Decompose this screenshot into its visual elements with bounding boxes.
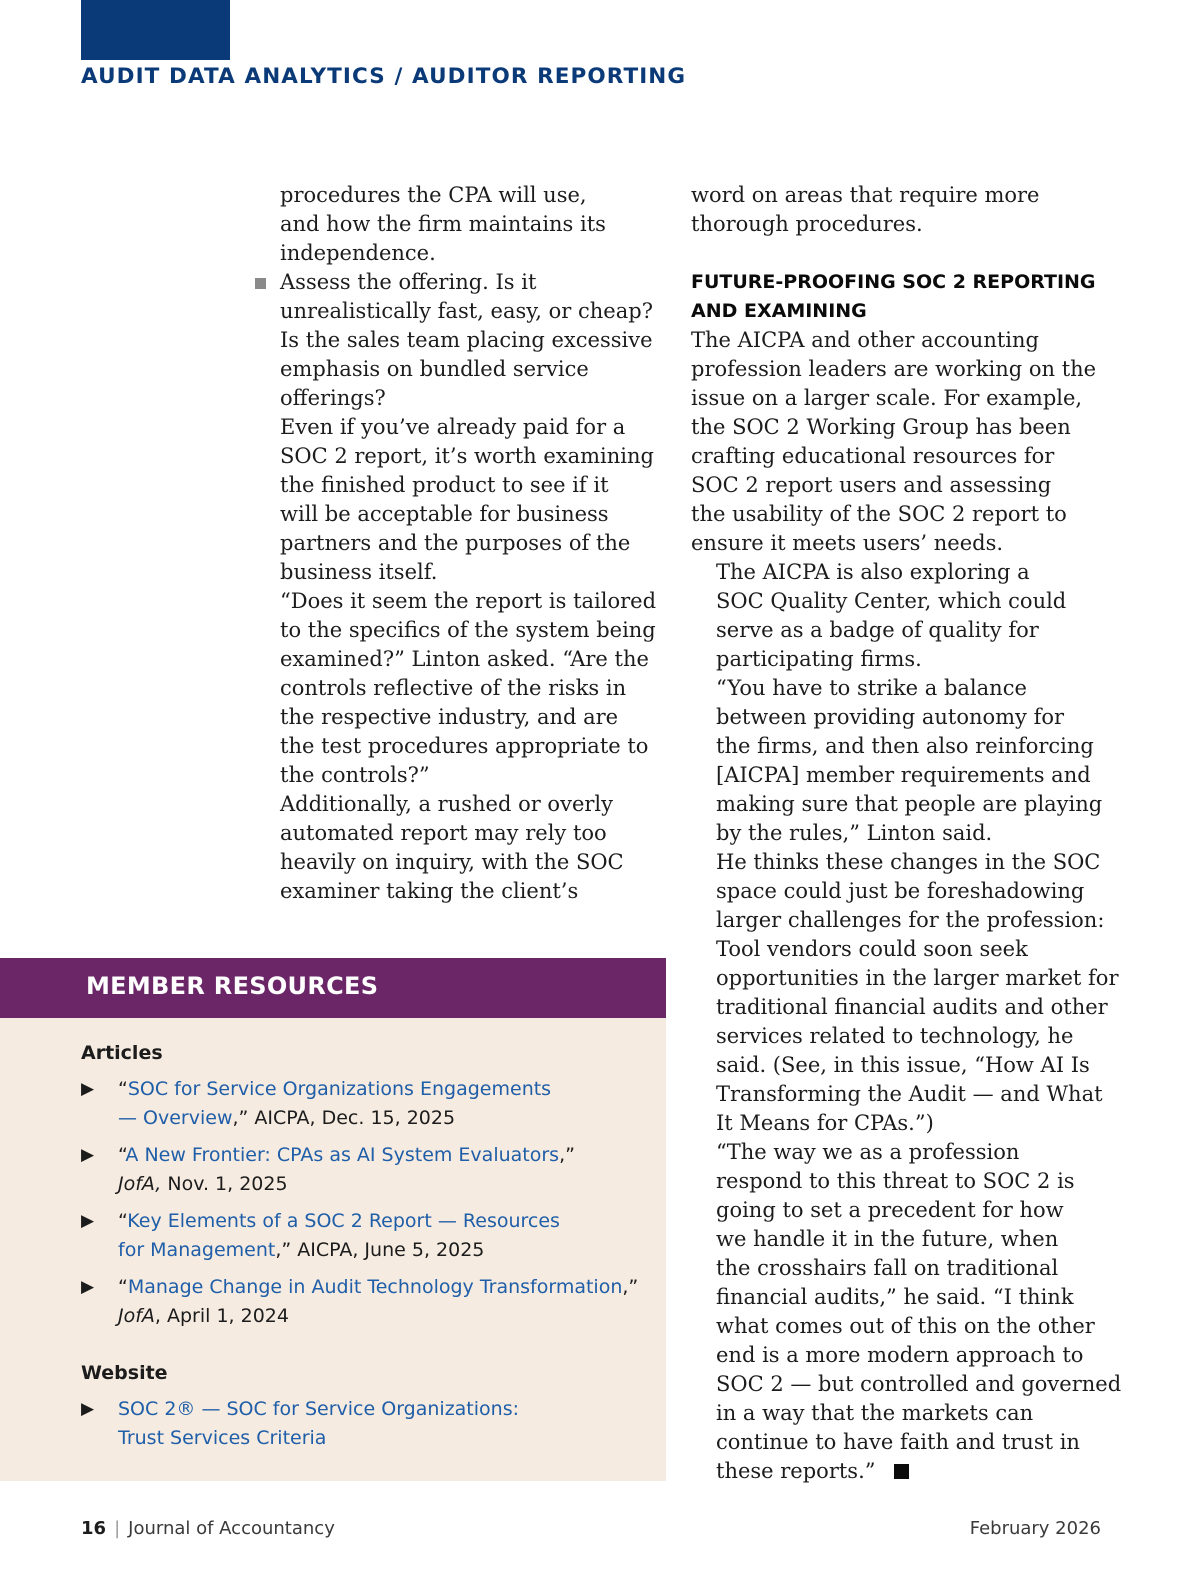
page-footer [81, 1518, 335, 1539]
article-column-right [691, 181, 1131, 1486]
issue-date: February 2026 [969, 1518, 1101, 1539]
arrow-bullet-icon: ▶ [81, 1079, 95, 1099]
list-item: ▶ “SOC for Service Organizations Engagements — Overview,” AICPA, Dec. 15, 2025 [81, 1075, 651, 1133]
article-link[interactable]: — Overview [118, 1107, 233, 1129]
website-link[interactable]: Trust Services Criteria [118, 1427, 327, 1449]
member-resources-title: MEMBER RESOURCES [86, 972, 379, 1000]
bullet-assess-offering: Assess the offering. Is it unrealistically fast, easy, or cheap? Is the sales team placing excessive emphasis on bundled service offerings? [255, 268, 667, 413]
article-link[interactable]: SOC for Service Organizations Engagements [127, 1078, 552, 1100]
body-paragraph: The AICPA is also exploring a SOC Quality Center, which could serve as a badge of quality for participating firms. [716, 560, 1067, 671]
articles-list [81, 1075, 651, 1339]
arrow-bullet-icon: ▶ [81, 1399, 95, 1419]
body-paragraph: “The way we as a profession respond to this threat to SOC 2 is going to set a precedent for how we handle it in the future, when the crosshairs fall on traditional financial audits,” he said. “I think what comes out of this on the other end is a more modern approach to SOC 2 — but controlled and governed in a way that the markets can continue to have faith and trust in these reports.” [716, 1140, 1122, 1483]
header-color-block [81, 0, 230, 60]
body-paragraph: word on areas that require more thorough procedures. [691, 183, 1040, 236]
list-item [81, 1395, 651, 1453]
website-heading: Website [81, 1362, 168, 1384]
article-link[interactable]: Manage Change in Audit Technology Transformation [127, 1276, 623, 1298]
list-item: ▶ “A New Frontier: CPAs as AI System Evaluators,” JofA, Nov. 1, 2025 [81, 1141, 651, 1199]
body-paragraph: “You have to strike a balance between providing autonomy for the firms, and then also reinforcing [AICPA] member requirements and making sure that people are playing by the rules,” Linton said. [716, 676, 1103, 845]
page-number: 16 [81, 1518, 107, 1539]
journal-name: Journal of Accountancy [128, 1518, 335, 1539]
article-link[interactable]: A New Frontier: CPAs as AI System Evaluators [125, 1144, 560, 1166]
body-paragraph: He thinks these changes in the SOC space could just be foreshadowing larger challenges for the profession: Tool vendors could soon seek opportunities in the larger market for traditional financial audits and other services related to technology, he said. (See, in this issue, “How AI Is Transforming the Audit — and What It Means for CPAs.”) [716, 850, 1119, 1135]
arrow-bullet-icon: ▶ [81, 1277, 95, 1297]
list-item: ▶ “Manage Change in Audit Technology Transformation,” JofA, April 1, 2024 [81, 1273, 651, 1331]
website-link[interactable]: SOC 2® — SOC for Service Organizations: [118, 1398, 520, 1420]
arrow-bullet-icon: ▶ [81, 1211, 95, 1231]
subhead-future-proofing: FUTURE-PROOFING SOC 2 REPORTING AND EXAMINING [691, 271, 1096, 322]
member-resources-box [0, 958, 666, 1481]
bullet-continuation: procedures the CPA will use, and how the firm maintains its independence. [280, 183, 606, 265]
articles-heading: Articles [81, 1042, 163, 1064]
member-resources-banner [0, 958, 666, 1018]
website-list [81, 1395, 651, 1461]
square-bullet-icon [255, 278, 266, 289]
article-column-left [255, 181, 667, 906]
footer-divider: | [114, 1518, 121, 1539]
end-of-article-icon [894, 1464, 909, 1479]
article-link[interactable]: Key Elements of a SOC 2 Report — Resources [127, 1210, 560, 1232]
body-paragraph: “Does it seem the report is tailored to the specifics of the system being examined?” Linton asked. “Are the controls reflective of the risks in the respective industry, and are the test procedures appropriate to the controls?” [280, 589, 657, 787]
article-link[interactable]: for Management [118, 1239, 276, 1261]
section-heading: AUDIT DATA ANALYTICS / AUDITOR REPORTING [81, 64, 687, 89]
arrow-bullet-icon: ▶ [81, 1145, 95, 1165]
body-paragraph: Additionally, a rushed or overly automated report may rely too heavily on inquiry, with the SOC examiner taking the client’s [280, 792, 624, 903]
body-paragraph: Even if you’ve already paid for a SOC 2 report, it’s worth examining the finished product to see if it will be acceptable for business partners and the purposes of the business itself. [280, 415, 654, 584]
body-paragraph: The AICPA and other accounting profession leaders are working on the issue on a larger scale. For example, the SOC 2 Working Group has been crafting educational resources for SOC 2 report users and assessing the usability of the SOC 2 report to ensure it meets users’ needs. [691, 328, 1097, 555]
list-item: ▶ “Key Elements of a SOC 2 Report — Resources for Management,” AICPA, June 5, 2025 [81, 1207, 651, 1265]
